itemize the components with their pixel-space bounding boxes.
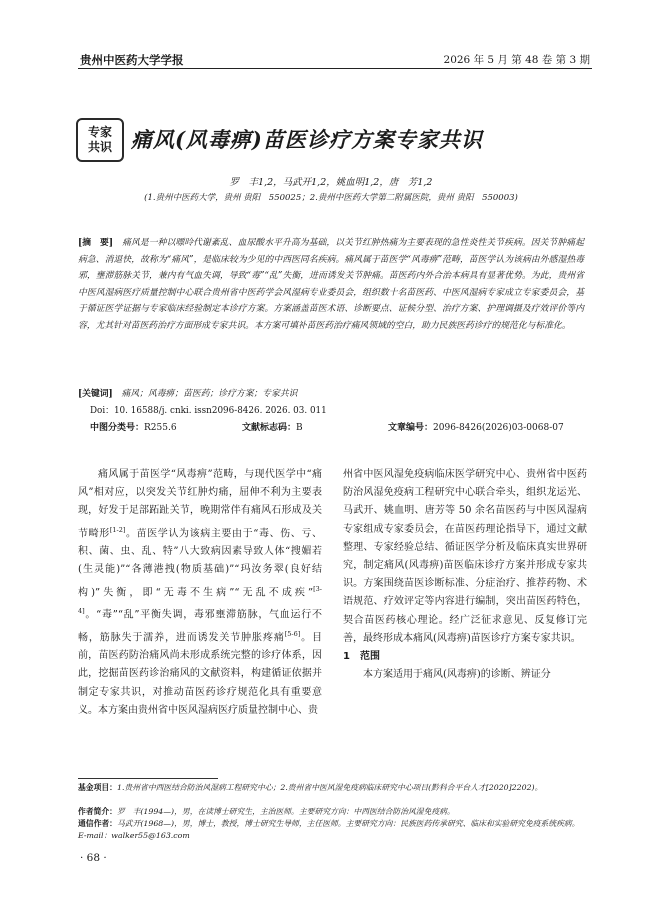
keywords-label: [关键词] xyxy=(78,389,113,399)
body-paragraph: 痛风属于苗医学“风毒痹”范畴，与现代医学中“痛风”相对应，以突发关节红肿灼痛，屈伸不利为主要表现，好发于足部跖趾关节，晚期常伴有痛风石形成及关节畸形[1-2]。苗医学认为该病主要由于“毒、伤、亏、积、菌、虫、乱、特”八大致病因素导致人体“搜媚若(生灵能)”“各薄港拽(物质基础)”“玛汝务翠(良好结构)”失衡，即“无毒不生病”“无乱不成疾”[3-4]。“毒”“乱”平衡失调，毒邪壅滞筋脉，气血运行不畅，筋脉失于濡养，进而诱发关节肿胀疼痛[5-6]。目前，苗医药防治痛风尚未形成系统完整的诊疗体系，因此，挖掘苗医药诊治痛风的文献资料，构建循证依据并制定专家共识，对推动苗医药诊疗规范化具有重要意义。本方案由贵州省中医风湿病医疗质量控制中心、贵 xyxy=(78,469,323,716)
abstract xyxy=(78,235,584,335)
issue-info: 2026 年 5 月 第 48 卷 第 3 期 xyxy=(443,54,590,66)
abstract-label: [摘 要] xyxy=(78,238,114,248)
clc-number: 中图分类号：R255.6 xyxy=(90,423,177,433)
keywords-text: 痛风；风毒痹；苗医药；诊疗方案；专家共识 xyxy=(121,389,298,399)
doi: Doi：10. 16588/j. cnki. issn2096-8426. 2026. 03. 011 xyxy=(90,406,327,416)
article-title: 痛风(风毒痹)苗医诊疗方案专家共识 xyxy=(131,127,483,152)
body-column-left xyxy=(78,466,322,720)
header-rule xyxy=(78,68,592,69)
footnote-corresponding: 通信作者：马武开(1968—)，男，博士，教授，博士研究生导师，主任医师。主要研究方向：民族医药传承研究、临床和实验研究免疫系统疾病。E-mail：walker55@163.com xyxy=(78,819,580,840)
badge-line-2: 共识 xyxy=(87,140,112,154)
badge-line-1: 专家 xyxy=(87,125,112,139)
affiliations: (1.贵州中医药大学，贵州 贵阳 550025；2.贵州中医药大学第二附属医院，贵州 贵阳 550003) xyxy=(144,193,518,203)
section-heading: 1 范围 xyxy=(343,651,380,663)
footnote-rule xyxy=(78,778,218,779)
journal-name: 贵州中医药大学学报 xyxy=(80,53,184,67)
body-paragraph: 本方案适用于痛风(风毒痹)的诊断、辨证分 xyxy=(363,669,551,681)
expert-consensus-badge xyxy=(76,118,124,162)
citation[interactable]: [5-6] xyxy=(284,629,301,638)
keywords xyxy=(78,386,297,399)
document-code: 文献标志码：B xyxy=(242,423,303,433)
body-column-right xyxy=(343,466,587,684)
citation[interactable]: [1-2] xyxy=(109,525,126,534)
footnote-fund: 基金项目：1.贵州省中西医结合防治风湿病工程研究中心；2.贵州省中医风湿免疫病临床研究中心项目(黔科合平台人才[2020]2202)。 xyxy=(78,783,543,792)
body-paragraph: 州省中医风湿免疫病临床医学研究中心、贵州省中医药防治风湿免疫病工程研究中心联合牵头，组织龙运光、马武开、姚血明、唐芳等 50 余名苗医药与中医风湿病专家组成专家委员会，在苗医药理论指导下，通过文献整理、专家经验总结、循证医学分析及临床真实世界研究，制定痛风(风毒痹)苗医临床诊疗方案并形成专家共识。方案围绕苗医诊断标准、分症治疗、推荐药物、术语规范、疗效评定等内容进行编制，突出苗医药特色，契合苗医药核心理论。经广泛征求意见、反复修订完善，最终形成本痛风(风毒痹)苗医诊疗方案专家共识。 xyxy=(343,469,587,644)
footnote-author: 作者简介：罗 丰(1994—)，男，在读博士研究生，主治医师。主要研究方向：中西医结合防治风湿免疫病。 xyxy=(78,807,455,816)
citation[interactable]: [3-4] xyxy=(78,584,322,616)
author-list: 罗 丰1,2，马武开1,2，姚血明1,2，唐 芳1,2 xyxy=(229,177,433,188)
article-number: 文章编号：2096-8426(2026)03-0068-07 xyxy=(388,423,564,433)
page-number: · 68 · xyxy=(80,852,107,864)
abstract-text: 痛风是一种以嘌呤代谢紊乱、血尿酸水平升高为基础，以关节红肿热痛为主要表现的急性炎性关节疾病。因关节肿痛起病急、消退快，故称为“痛风”，是临床较为少见的中西医同名疾病。痛风属于苗医学“风毒痹”范畴，苗医学认为该病由外感湿热毒邪，壅滞筋脉关节，兼内有气血失调，导致“毒”“乱”失衡，进而诱发关节肿痛。苗医药内外合治本病具有显著优势。为此，贵州省中医风湿病医疗质量控制中心联合贵州省中医药学会风湿病专业委员会，组织数十名苗医药、中医风湿病专家成立专家委员会，基于循证医学证据与专家临床经验制定本诊疗方案。方案涵盖苗医术语、诊断要点、证候分型、治疗方案、护理调摄及疗效评价等内容，尤其针对苗医药治疗方面形成专家共识。本方案可填补苗医药治疗痛风领域的空白，助力民族医药诊疗的规范化与标准化。 xyxy=(78,238,584,331)
